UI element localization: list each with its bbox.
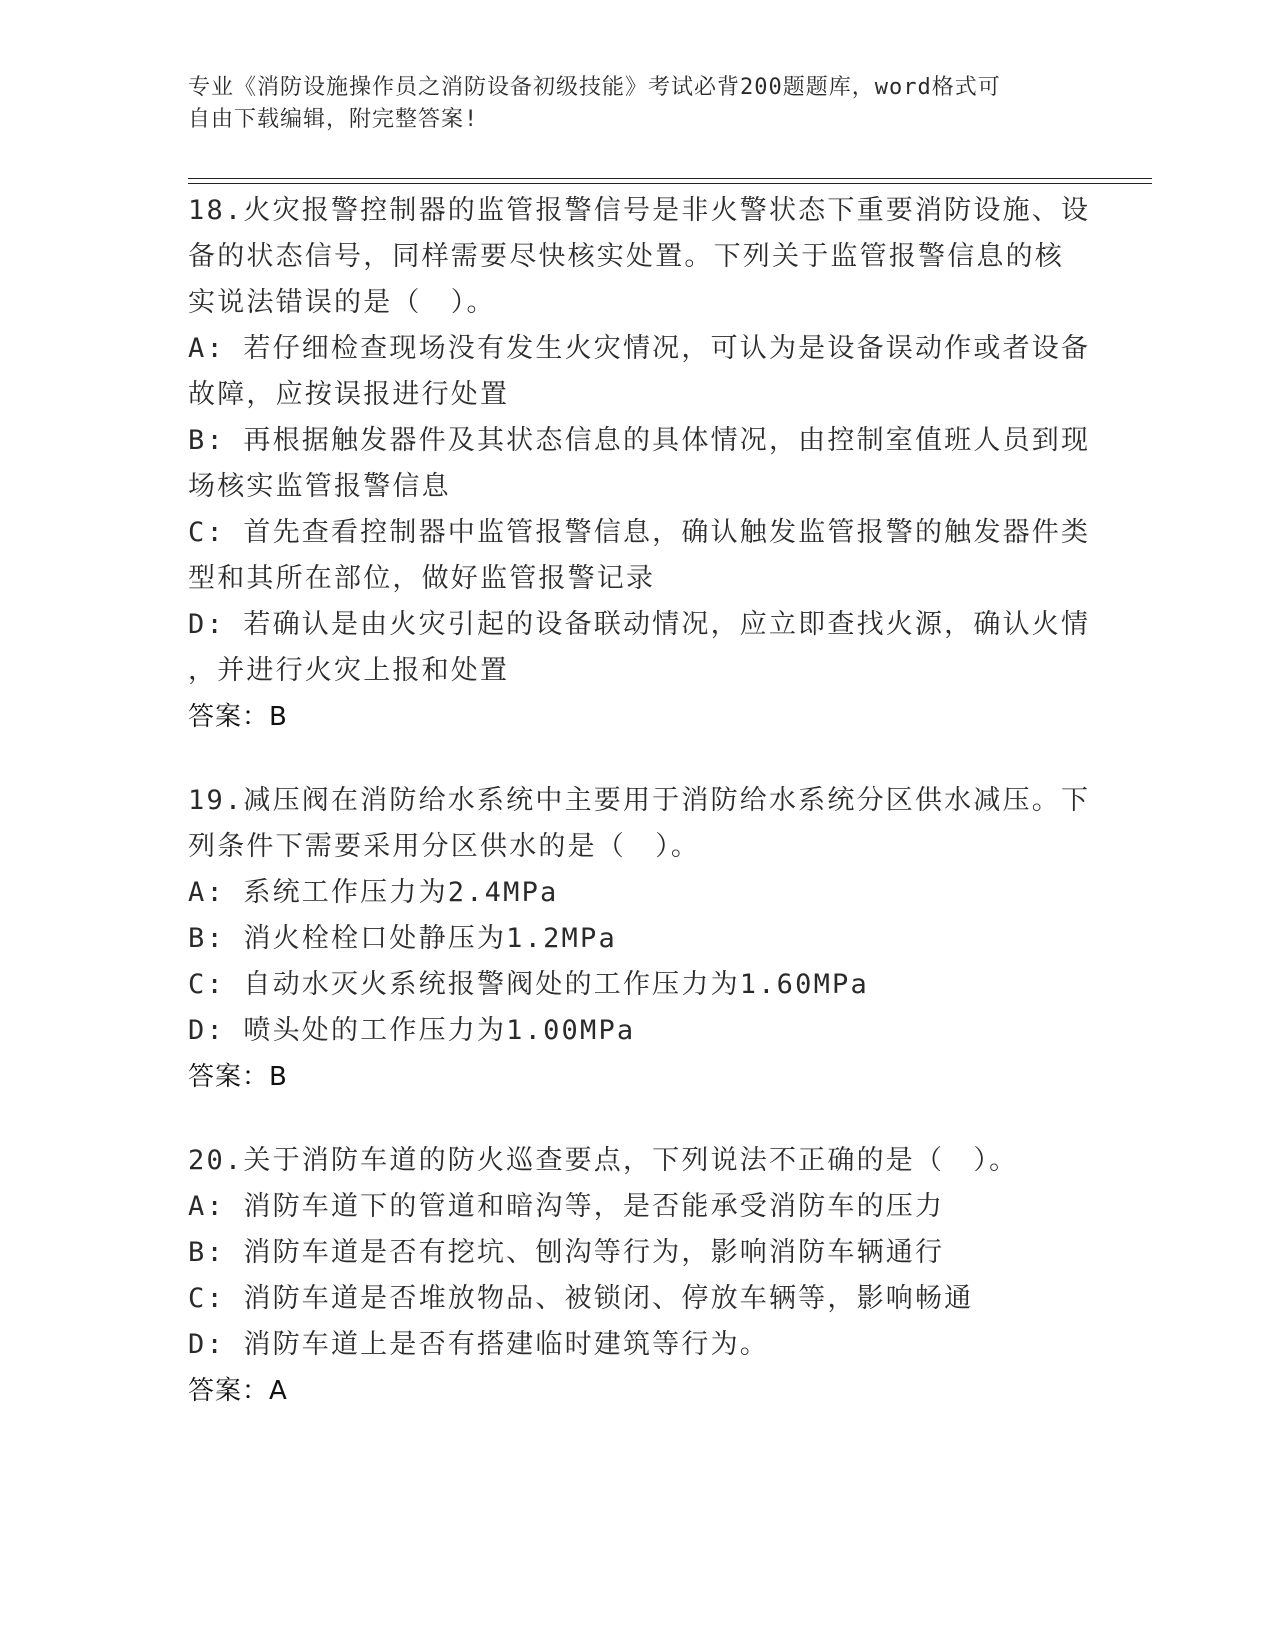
option-d-line: ，并进行火灾上报和处置 (188, 655, 510, 686)
option-c-line: C: 自动水灭火系统报警阀处的工作压力为1.60MPa (188, 969, 869, 1000)
question-stem-line: 备的状态信号，同样需要尽快核实处置。下列关于监管报警信息的核 (188, 241, 1064, 272)
header-divider (188, 178, 1152, 179)
option-c-line: C: 消防车道是否堆放物品、被锁闭、停放车辆等，影响畅通 (188, 1283, 974, 1314)
option-a-line: 故障，应按误报进行处置 (188, 379, 510, 410)
question-stem-line: 18.火灾报警控制器的监管报警信号是非火警状态下重要消防设施、设 (188, 195, 1091, 226)
document-header (188, 72, 1068, 136)
option-d-line: D: 喷头处的工作压力为1.00MPa (188, 1015, 636, 1046)
option-b-line: B: 再根据触发器件及其状态信息的具体情况，由控制室值班人员到现 (188, 425, 1091, 456)
question-stem-line: 19.减压阀在消防给水系统中主要用于消防给水系统分区供水减压。下 (188, 785, 1091, 816)
question-stem-line: 列条件下需要采用分区供水的是（ ）。 (188, 831, 701, 862)
header-line: 自由下载编辑，附完整答案! (188, 107, 479, 132)
answer-line: 答案：A (188, 1376, 288, 1406)
option-b-line: B: 消防车道是否有挖坑、刨沟等行为，影响消防车辆通行 (188, 1237, 945, 1268)
option-a-line: A: 系统工作压力为2.4MPa (188, 877, 559, 908)
option-b-line: B: 消火栓栓口处静压为1.2MPa (188, 923, 617, 954)
option-d-line: D: 消防车道上是否有搭建临时建筑等行为。 (188, 1329, 769, 1360)
header-divider (188, 183, 1152, 184)
question-20 (188, 1138, 1088, 1414)
question-stem-line: 实说法错误的是（ ）。 (188, 287, 496, 318)
option-a-line: A: 消防车道下的管道和暗沟等，是否能承受消防车的压力 (188, 1191, 945, 1222)
option-c-line: C: 首先查看控制器中监管报警信息，确认触发监管报警的触发器件类 (188, 517, 1091, 548)
question-18 (188, 188, 1091, 740)
header-line: 专业《消防设施操作员之消防设备初级技能》考试必背200题题库，word格式可 (188, 75, 1001, 100)
answer-line: 答案：B (188, 1062, 288, 1092)
question-19 (188, 778, 1091, 1100)
option-d-line: D: 若确认是由火灾引起的设备联动情况，应立即查找火源，确认火情 (188, 609, 1091, 640)
answer-line: 答案：B (188, 702, 288, 732)
option-a-line: A: 若仔细检查现场没有发生火灾情况，可认为是设备误动作或者设备 (188, 333, 1091, 364)
option-b-line: 场核实监管报警信息 (188, 471, 451, 502)
option-c-line: 型和其所在部位，做好监管报警记录 (188, 563, 656, 594)
question-stem-line: 20.关于消防车道的防火巡查要点，下列说法不正确的是（ ）。 (188, 1145, 1019, 1176)
